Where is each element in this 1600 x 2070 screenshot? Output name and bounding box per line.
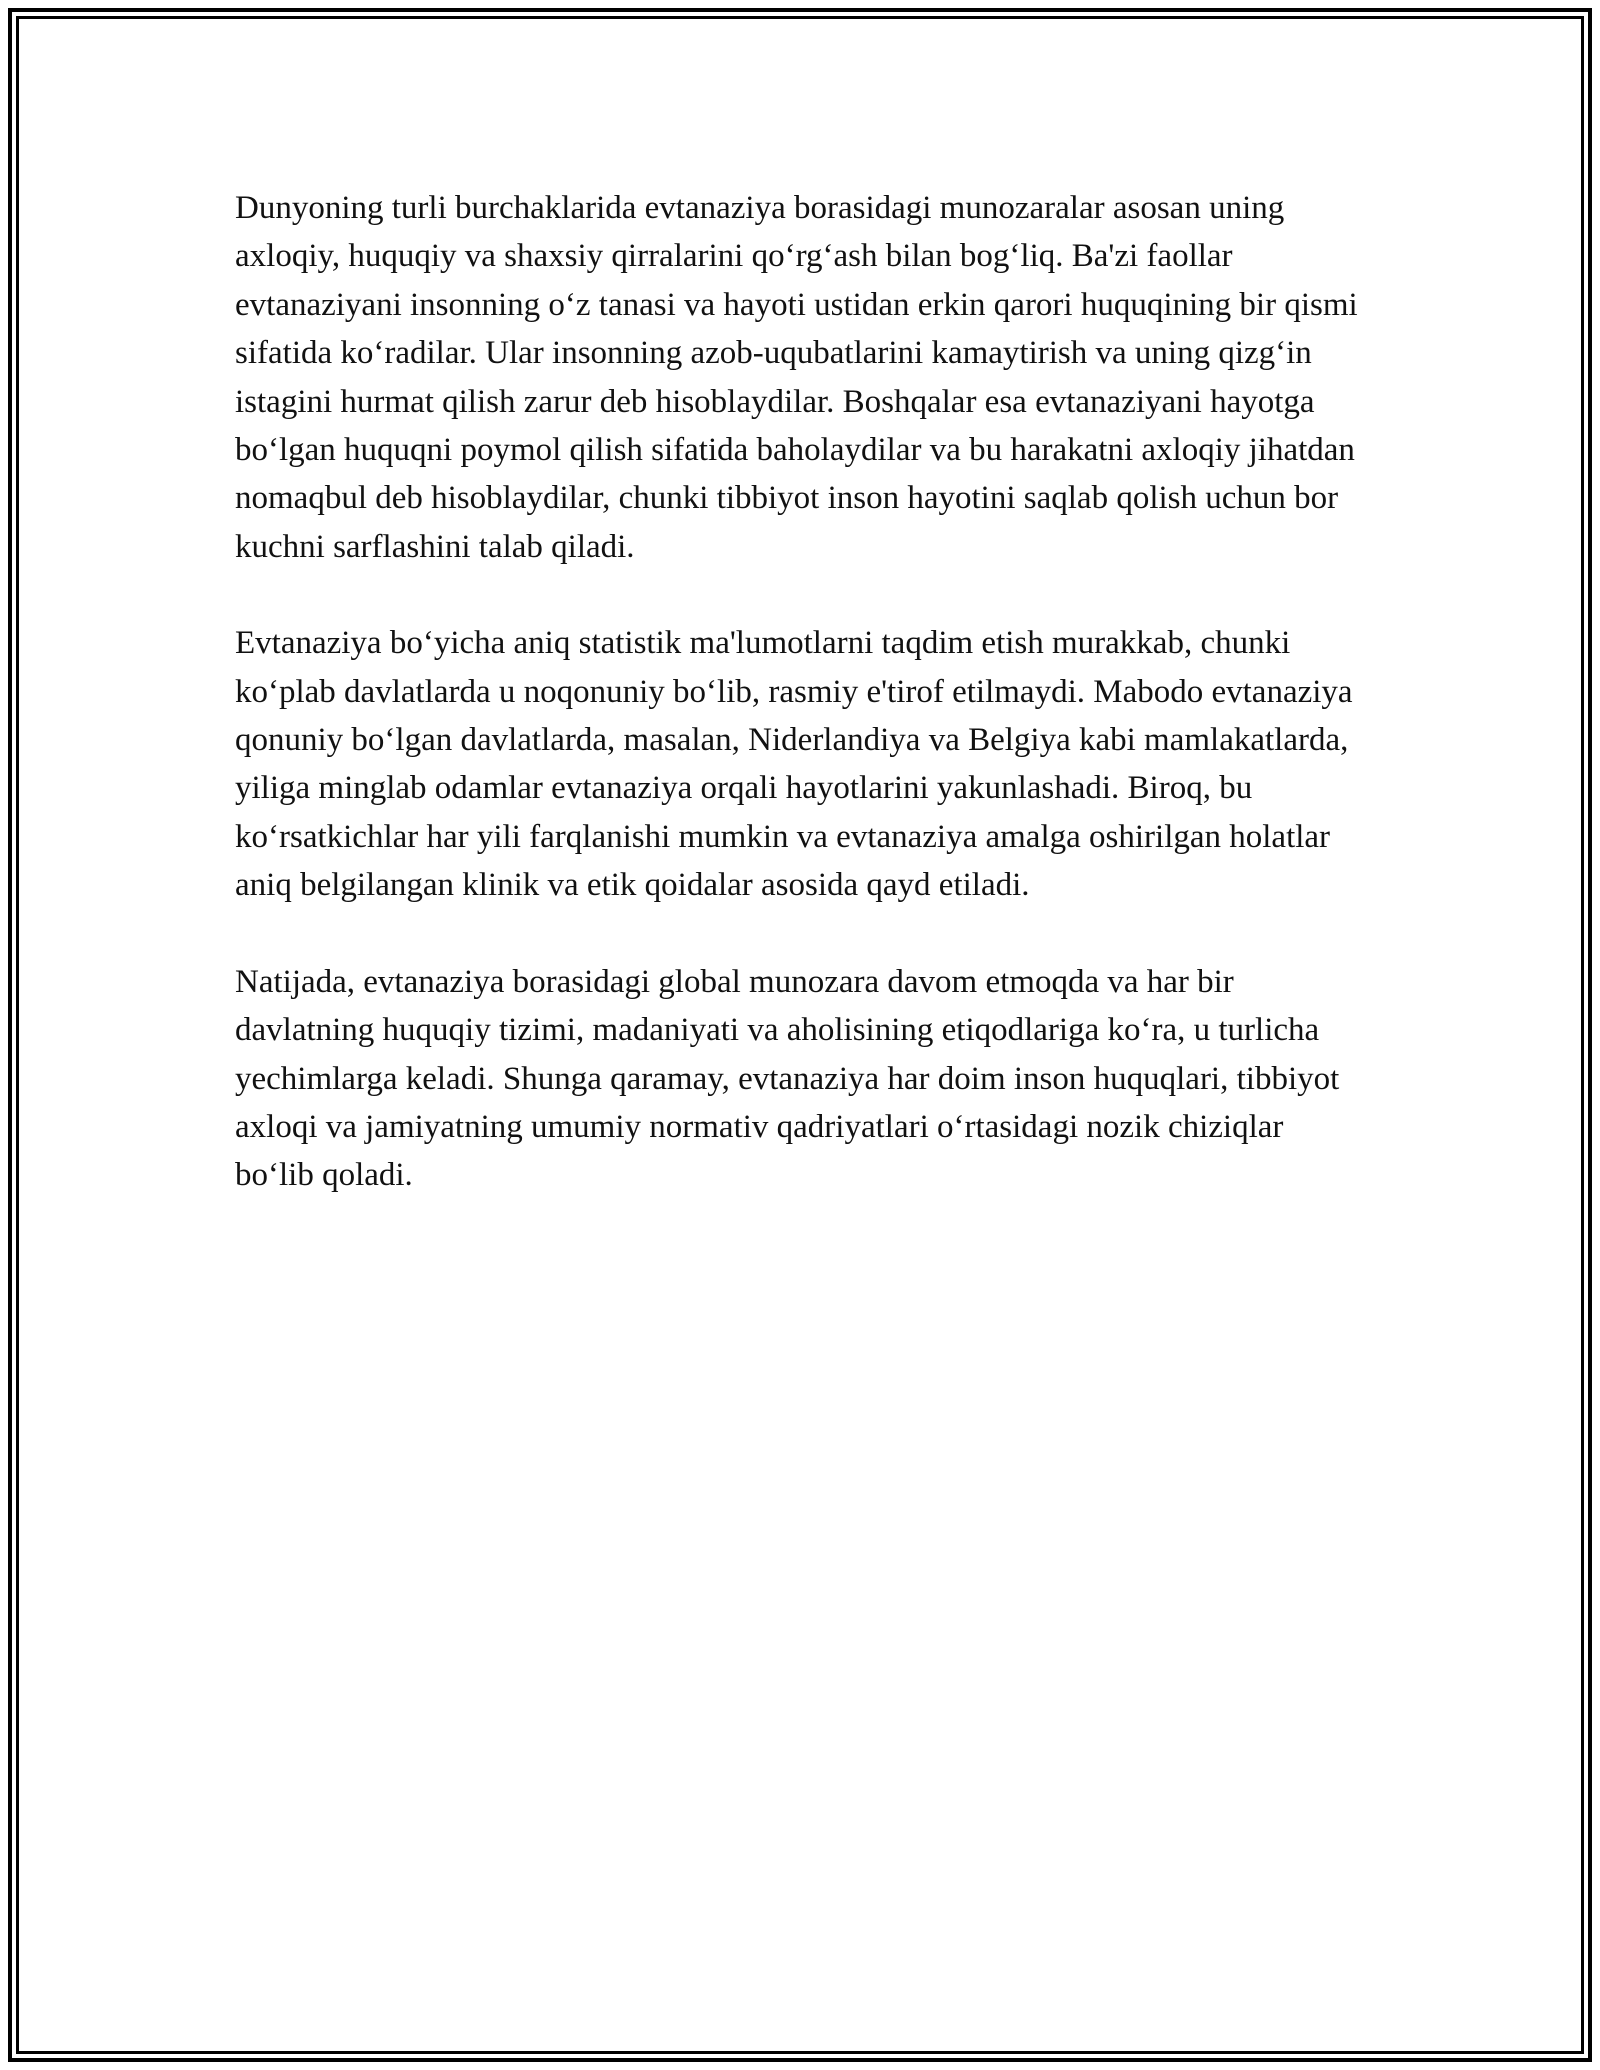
paragraph-1: Dunyoning turli burchaklarida evtanaziya borasidagi munozaralar asosan uning axloqiy, huquqiy va shaxsiy qirralarini qoʻrgʻash bilan bogʻliq. Ba'zi faollar evtanaziyani insonning oʻz tanasi va hayoti ustidan erkin qarori huquqining bir qismi sifatida koʻradilar. Ular insonning azob-uqubatlarini kamaytirish va uning qizgʻin istagini hurmat qilish zarur deb hisoblaydilar. Boshqalar esa evtanaziyani hayotga boʻlgan huquqni poymol qilish sifatida baholaydilar va bu harakatni axloqiy jihatdan nomaqbul deb hisoblaydilar, chunki tibbiyot inson hayotini saqlab qolish uchun bor kuchni sarflashini talab qiladi. xyxy=(235,190,1358,565)
paragraph-3: Natijada, evtanaziya borasidagi global munozara davom etmoqda va har bir davlatning huquqiy tizimi, madaniyati va aholisining etiqodlariga koʻra, u turlicha yechimlarga keladi. Shunga qaramay, evtanaziya har doim inson huquqlari, tibbiyot axloqi va jamiyatning umumiy normativ qadriyatlari oʻrtasidagi nozik chiziqlar boʻlib qoladi. xyxy=(235,963,1340,1194)
document-body xyxy=(235,184,1360,1248)
paragraph-2: Evtanaziya boʻyicha aniq statistik ma'lumotlarni taqdim etish murakkab, chunki koʻplab davlatlarda u noqonuniy boʻlib, rasmiy e'tirof etilmaydi. Mabodo evtanaziya qonuniy boʻlgan davlatlarda, masalan, Niderlandiya va Belgiya kabi mamlakatlarda, yiliga minglab odamlar evtanaziya orqali hayotlarini yakunlashadi. Biroq, bu koʻrsatkichlar har yili farqlanishi mumkin va evtanaziya amalga oshirilgan holatlar aniq belgilangan klinik va etik qoidalar asosida qayd etiladi. xyxy=(235,625,1353,904)
